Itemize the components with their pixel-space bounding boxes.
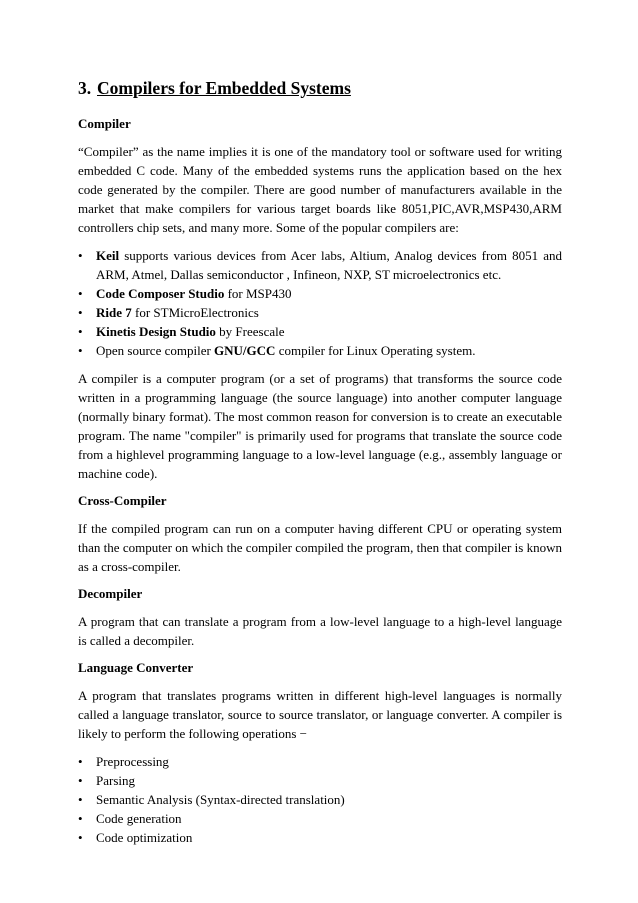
list-item xyxy=(78,303,562,322)
bullet-icon: • xyxy=(78,286,83,301)
section-title xyxy=(78,76,562,100)
compiler-name: Kinetis Design Studio xyxy=(96,324,216,339)
bullet-icon: • xyxy=(78,773,83,788)
list-item xyxy=(78,828,562,847)
compiler-list xyxy=(78,246,562,360)
list-item xyxy=(78,771,562,790)
compiler-desc: supports various devices from Acer labs, Altium, Analog devices from 8051 and ARM, Atmel, Dallas semiconductor , Infineon, NXP, ST microelectronics etc. xyxy=(96,248,562,282)
operation-text: Code optimization xyxy=(96,830,193,845)
compiler-name: Ride 7 xyxy=(96,305,132,320)
compiler-intro: “Compiler” as the name implies it is one of the mandatory tool or software used for writing embedded C code. Many of the embedded systems runs the application based on the hex code generated by the compiler. There are good number of manufacturers available in the market that make compilers for various target boards like 8051,PIC,AVR,MSP430,ARM controllers chip sets, and many more. Some of the popular compilers are: xyxy=(78,144,562,235)
list-item xyxy=(78,246,562,284)
operation-text: Preprocessing xyxy=(96,754,169,769)
decompiler-heading: Decompiler xyxy=(78,586,143,601)
list-item xyxy=(78,341,562,360)
decompiler-text: A program that can translate a program from a low-level language to a high-level language is called a decompiler. xyxy=(78,614,562,648)
bullet-icon: • xyxy=(78,305,83,320)
compiler-name: GNU/GCC xyxy=(214,343,276,358)
bullet-icon: • xyxy=(78,324,83,339)
bullet-icon: • xyxy=(78,792,83,807)
compiler-name: Keil xyxy=(96,248,120,263)
list-item xyxy=(78,809,562,828)
compiler-prefix: Open source compiler xyxy=(96,343,215,358)
bullet-icon: • xyxy=(78,830,83,845)
operation-text: Semantic Analysis (Syntax-directed translation) xyxy=(96,792,345,807)
list-item xyxy=(78,322,562,341)
bullet-icon: • xyxy=(78,343,83,358)
compiler-desc: by Freescale xyxy=(215,324,285,339)
cross-compiler-text: If the compiled program can run on a computer having different CPU or operating system than the computer on which the compiler compiled the program, then that compiler is known as a cross-compiler. xyxy=(78,521,562,574)
compiler-name: Code Composer Studio xyxy=(96,286,225,301)
cross-compiler-heading: Cross-Compiler xyxy=(78,493,167,508)
operation-text: Parsing xyxy=(96,773,135,788)
list-item xyxy=(78,284,562,303)
section-title-text: Compilers for Embedded Systems xyxy=(97,78,351,98)
compiler-desc: for STMicroElectronics xyxy=(131,305,259,320)
list-item xyxy=(78,790,562,809)
compiler-heading: Compiler xyxy=(78,116,131,131)
language-converter-text: A program that translates programs written in different high-level languages is normally called a language translator, source to source translator, or language converter. A compiler is likely to perform the following operations − xyxy=(78,688,562,741)
compiler-desc: compiler for Linux Operating system. xyxy=(275,343,476,358)
compiler-definition: A compiler is a computer program (or a set of programs) that transforms the source code written in a programming language (the source language) into another computer language (normally binary format). The most common reason for conversion is to create an executable program. The name "compiler" is primarily used for programs that translate the source code from a highlevel programming language to a low-level language (e.g., assembly language or machine code). xyxy=(78,371,562,481)
bullet-icon: • xyxy=(78,811,83,826)
section-number: 3. xyxy=(78,78,92,98)
compiler-desc: for MSP430 xyxy=(224,286,292,301)
operation-text: Code generation xyxy=(96,811,182,826)
language-converter-heading: Language Converter xyxy=(78,660,194,675)
operations-list xyxy=(78,752,562,847)
page-content xyxy=(78,76,562,856)
bullet-icon: • xyxy=(78,248,83,263)
bullet-icon: • xyxy=(78,754,83,769)
list-item xyxy=(78,752,562,771)
